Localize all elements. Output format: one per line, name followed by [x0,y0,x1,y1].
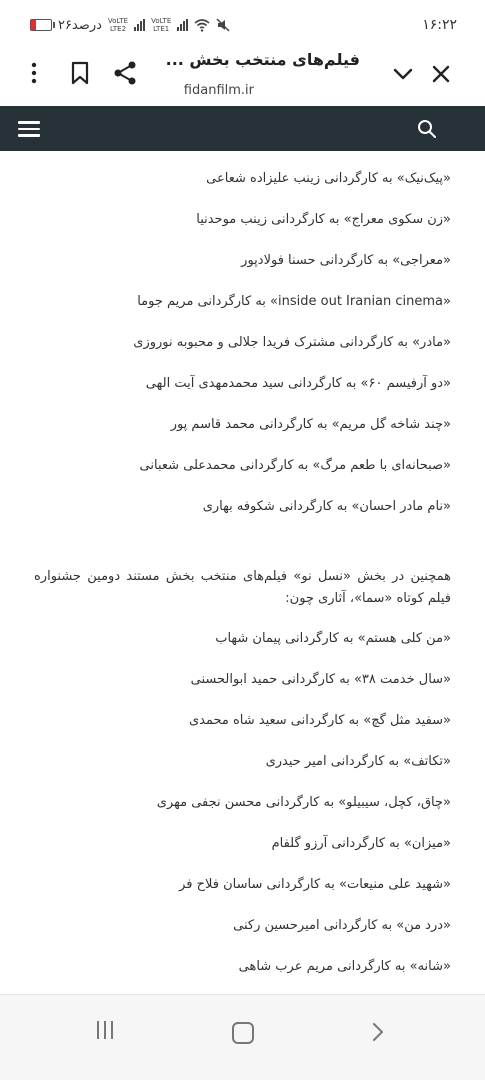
list-item: «شانه» به کارگردانی مریم عرب شاهی [238,959,451,974]
mute-icon [216,18,230,32]
battery-icon [30,19,52,31]
list-item: «پیک‌نیک» به کارگردانی زینب علیزاده شعاعی [206,171,451,186]
hamburger-menu-icon[interactable] [18,121,40,137]
list-item: «معراجی» به کارگردانی حسنا فولادپور [241,253,451,268]
list-item: «تکاتف» به کارگردانی امیر حیدری [265,754,451,769]
page-title: فیلم‌های منتخب بخش ... [165,50,360,69]
list-item: «مادر» به کارگردانی مشترک فریدا جلالی و محبوبه نوروزی [133,335,451,350]
search-icon[interactable] [415,117,439,141]
intro-paragraph: همچنین در بخش «نسل نو» فیلم‌های منتخب بخش مستند دومین جشنواره فیلم کوتاه «سما»، آثاری چون: [34,569,451,606]
share-icon[interactable] [112,60,138,86]
list-item: «چاق، کچل، سیبیلو» به کارگردانی محسن نجفی مهری [156,795,451,810]
status-indicators [30,14,230,36]
list-item: «سفید مثل گچ» به کارگردانی سعید شاه محمدی [188,713,451,728]
signal-bars-icon [134,19,145,31]
battery-text: ۲۶درصد [58,17,102,33]
list-item: «شهید علی منیعات» به کارگردانی ساسان فلاح فر [179,877,451,892]
close-icon[interactable] [427,60,455,88]
list-item: «سال خدمت ۳۸» به کارگردانی حمید ابوالحسنی [190,672,451,687]
chevron-down-icon[interactable] [389,60,417,88]
signal-bars-icon-2 [177,19,188,31]
list-item: «چند شاخه گل مریم» به کارگردانی محمد قاسم پور [170,417,451,432]
clock: ۱۶:۲۲ [422,17,457,33]
sim2-signal-icon: VoLTE LTE2 [107,17,129,33]
back-icon[interactable] [368,1021,388,1043]
wifi-icon [194,18,210,32]
list-item: «نام مادر احسان» به کارگردانی شکوفه بهاری [202,499,451,514]
list-item: «میزان» به کارگردانی آرزو گلفام [271,836,451,851]
more-options-icon[interactable] [22,60,46,86]
bookmark-icon[interactable] [68,60,92,86]
list-item: «inside out Iranian cinema» به کارگردانی مریم جوما [137,294,451,309]
home-icon[interactable] [232,1022,254,1044]
sim1-signal-icon: VoLTE LTE1 [151,17,172,33]
recent-apps-icon[interactable] [97,1021,119,1041]
list-item: «من کلی هستم» به کارگردانی پیمان شهاب [215,631,451,646]
browser-tab-header [0,50,485,108]
system-nav-bar [0,994,485,1080]
page-url: fidanfilm.ir [183,83,254,98]
article-content [0,151,485,995]
list-item: «درد من» به کارگردانی امیرحسین رکنی [233,918,451,933]
list-item: «دو آرفیسم ۶۰» به کارگردانی سید محمدمهدی آیت الهی [145,376,451,391]
list-item: «زن سکوی معراج» به کارگردانی زینب موحدنیا [196,212,451,227]
list-item: «صبحانه‌ای با طعم مرگ» به کارگردانی محمدعلی شعبانی [139,458,451,473]
status-bar [0,0,485,50]
site-nav-bar [0,106,485,151]
